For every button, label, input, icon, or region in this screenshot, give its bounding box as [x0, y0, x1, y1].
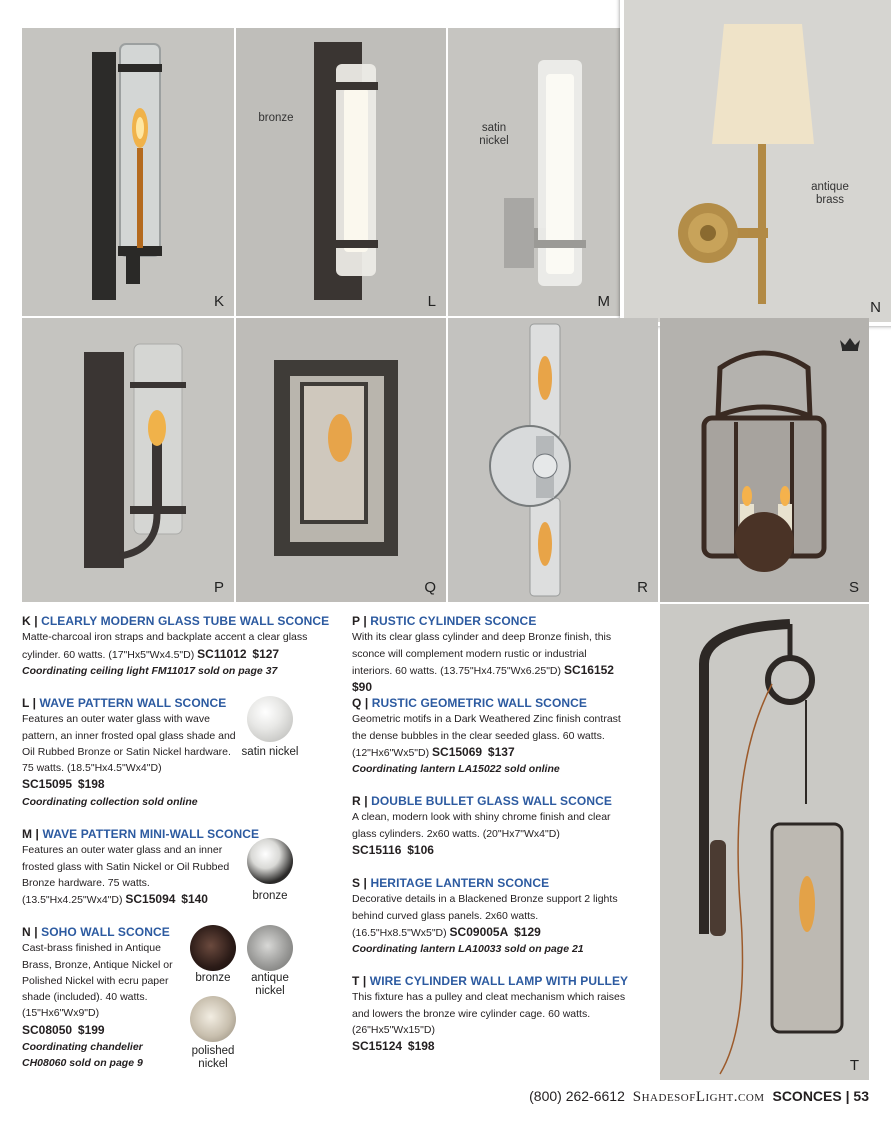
product-letter: S: [352, 876, 361, 890]
photo-letter-r: R: [637, 579, 648, 596]
photo-letter-m: M: [597, 293, 610, 310]
product-sku: SC08050: [22, 1022, 73, 1037]
product-block-t: T | WIRE CYLINDER WALL LAMP WITH PULLEY This fixture has a pulley and cleat mechanism which raises and lowers the bronze wire cylinder cage. 60 watts. (26"Hx5"Wx15"D) SC15124 $198: [352, 973, 632, 1055]
product-name: RUSTIC CYLINDER SCONCE: [370, 614, 537, 628]
product-letter: R: [352, 794, 361, 808]
product-desc: With its clear glass cylinder and deep Bronze finish, this sconce will complement modern rustic or industrial interiors. 60 watts. (13.75"Hx4.75"Wx6.25"D): [352, 631, 612, 677]
photo-r: [448, 318, 658, 602]
photo-letter-n: N: [870, 299, 881, 316]
footer-section: SCONCES: [772, 1088, 842, 1104]
product-letter: M: [22, 827, 33, 841]
product-name: DOUBLE BULLET GLASS WALL SCONCE: [371, 794, 612, 808]
product-price: $140: [181, 892, 208, 907]
product-desc: Features an outer water glass and an inner frosted glass with Satin Nickel or Oil Rubbed Bronze hardware. 75 watts. (13.5"Hx4.25"Wx4"D): [22, 844, 230, 907]
product-name: WAVE PATTERN MINI-WALL SCONCE: [42, 827, 260, 841]
product-name: WIRE CYLINDER WALL LAMP WITH PULLEY: [369, 974, 629, 988]
photo-q: [236, 318, 446, 602]
sconce-l-image: [236, 28, 446, 316]
photo-l: [236, 28, 446, 316]
product-price: $90: [352, 680, 373, 695]
product-desc: Decorative details in a Blackened Bronze support 2 lights behind curved glass panels. 2x60 watts. (16.5"Hx8.5"Wx5"D): [352, 893, 618, 939]
swatch-polished-nickel-n: [190, 996, 236, 1042]
footer-phone: (800) 262-6612: [529, 1088, 625, 1104]
sconce-m-image: [448, 28, 620, 316]
sconce-q-image: [236, 318, 446, 602]
swatch-antique-nickel-n: [247, 925, 293, 971]
product-letter: L: [22, 696, 30, 710]
photo-letter-p: P: [213, 579, 224, 596]
product-name: SOHO WALL SCONCE: [41, 925, 170, 939]
product-desc: Cast-brass finished in Antique Brass, Bronze, Antique Nickel or Polished Nickel with ecru paper shade (included). 40 watts. (15"Hx6"Wx9"D): [22, 942, 173, 1020]
photo-k: [22, 28, 234, 316]
product-sku: SC16152: [563, 662, 614, 677]
page-footer: [0, 1088, 869, 1106]
product-coord: Coordinating lantern LA10033 sold on page 21: [352, 943, 584, 956]
photo-letter-t: T: [849, 1057, 859, 1074]
photo-m: [448, 28, 620, 316]
product-price: $199: [77, 1022, 105, 1037]
product-sku: SC09005A: [449, 924, 509, 939]
product-coord: Coordinating collection sold online: [22, 795, 198, 808]
sconce-p-image: [22, 318, 234, 602]
product-coord: Coordinating chandelier CH08060 sold on page 9: [22, 1041, 143, 1070]
product-coord: Coordinating ceiling light FM11017 sold on page 37: [22, 664, 278, 677]
product-sku: SC11012: [197, 646, 247, 661]
product-price: $127: [252, 646, 280, 661]
footer-page-number: 53: [853, 1088, 869, 1104]
product-block-p: P | RUSTIC CYLINDER SCONCE With its clear glass cylinder and deep Bronze finish, this sconce will complement modern rustic or industrial interiors. 60 watts. (13.75"Hx4.75"Wx6.25"D) SC16152 $90: [352, 614, 614, 695]
caption-bronze: bronze: [258, 112, 294, 124]
product-sku: SC15094: [125, 892, 176, 907]
product-letter: Q: [352, 696, 362, 710]
swatch-bronze-m: [247, 838, 293, 884]
photo-t: [660, 604, 869, 1080]
product-sku: SC15095: [22, 777, 73, 792]
product-desc: This fixture has a pulley and cleat mechanism which raises and lowers the bronze wire cylinder cage. 60 watts. (26"Hx5"Wx15"D): [352, 991, 626, 1036]
swatch-label-bronze-m: bronze: [252, 890, 288, 902]
product-price: $198: [77, 777, 105, 792]
photo-letter-k: K: [213, 293, 224, 310]
product-block-l: L | WAVE PATTERN WALL SCONCE Features an outer water glass with wave pattern, an inner frosted opal glass shade and Oil Rubbed Bronze or Satin Nickel hardware. 75 watts. (18.5"Hx4.5"Wx4"D) SC15095 $198 Coordinating collection sold online: [22, 695, 236, 810]
photo-s: [660, 318, 869, 602]
photo-letter-l: L: [427, 293, 436, 310]
product-name: CLEARLY MODERN GLASS TUBE WALL SCONCE: [41, 614, 330, 628]
product-letter: N: [22, 925, 31, 939]
footer-site: ShadesofLight.com: [632, 1089, 765, 1105]
product-block-s: S | HERITAGE LANTERN SCONCE Decorative details in a Blackened Bronze support 2 lights behind curved glass panels. 2x60 watts. (16.5"Hx8.5"Wx5"D) SC09005A $129 Coordinating lantern LA10033 sold on page 21: [352, 875, 624, 957]
sconce-n-image: [624, 0, 891, 322]
photo-letter-s: S: [848, 579, 859, 596]
product-sku: SC15124: [352, 1039, 403, 1054]
swatch-label-bronze-n: bronze: [195, 972, 231, 984]
swatch-satin-nickel-l: [247, 696, 293, 742]
product-block-r: R | DOUBLE BULLET GLASS WALL SCONCE A clean, modern look with shiny chrome finish and clear glass cylinders. 2x60 watts. (20"Hx7"Wx4"D) SC15116 $106: [352, 793, 624, 859]
caption-antique-brass: antique brass: [811, 181, 849, 206]
swatch-label-polished-nickel: polished nickel: [191, 1045, 235, 1070]
product-price: $137: [487, 744, 515, 759]
footer-separator: |: [845, 1088, 850, 1104]
sconce-s-image: [660, 318, 869, 602]
swatch-bronze-n: [190, 925, 236, 971]
product-coord: Coordinating lantern LA15022 sold online: [352, 763, 560, 776]
sconce-r-image: [448, 318, 658, 602]
product-name: RUSTIC GEOMETRIC WALL SCONCE: [371, 696, 588, 710]
product-letter: P: [352, 614, 360, 628]
photo-n: [620, 0, 891, 326]
product-desc: Matte-charcoal iron straps and backplate accent a clear glass cylinder. 60 watts. (17"Hx5"Wx4.5"D): [22, 631, 308, 661]
sconce-k-image: [22, 28, 234, 316]
product-desc: Features an outer water glass with wave pattern, an inner frosted opal glass shade and Oil Rubbed Bronze or Satin Nickel hardware. 75 watts. (18.5"Hx4.5"Wx4"D): [22, 713, 236, 775]
product-letter: K: [22, 614, 31, 628]
product-block-m: M | WAVE PATTERN MINI-WALL SCONCE Features an outer water glass and an inner frosted glass with Satin Nickel or Oil Rubbed Bronze hardware. 75 watts. (13.5"Hx4.25"Wx4"D) SC15094 $140: [22, 827, 260, 907]
product-price: $198: [407, 1039, 435, 1054]
product-name: HERITAGE LANTERN SCONCE: [370, 876, 550, 890]
product-sku: SC15069: [432, 744, 483, 759]
product-price: $106: [407, 842, 434, 857]
caption-satin-nickel: satin nickel: [479, 122, 509, 147]
crown-icon: [838, 336, 862, 352]
photo-p: [22, 318, 234, 602]
product-letter: T: [352, 974, 360, 988]
product-price: $129: [514, 924, 541, 939]
product-name: WAVE PATTERN WALL SCONCE: [39, 696, 227, 710]
swatch-label-satin-nickel: satin nickel: [241, 746, 299, 758]
product-sku: SC15116: [352, 842, 402, 857]
product-desc: A clean, modern look with shiny chrome finish and clear glass cylinders. 2x60 watts. (20"Hx7"Wx4"D): [352, 811, 611, 840]
product-block-k: K | CLEARLY MODERN GLASS TUBE WALL SCONCE Matte-charcoal iron straps and backplate accent a clear glass cylinder. 60 watts. (17"Hx5"Wx4.5"D) SC11012 $127 Coordinating ceiling light FM11017 sold on page 37: [22, 613, 312, 679]
swatch-label-antique-nickel: antique nickel: [251, 972, 289, 997]
product-desc: Geometric motifs in a Dark Weathered Zinc finish contrast the dense bubbles in the clear seeded glass. 60 watts. (12"Hx6"Wx5"D): [352, 713, 621, 759]
photo-letter-q: Q: [424, 579, 436, 596]
sconce-t-image: [660, 604, 869, 1080]
product-block-q: Q | RUSTIC GEOMETRIC WALL SCONCE Geometric motifs in a Dark Weathered Zinc finish contrast the dense bubbles in the clear seeded glass. 60 watts. (12"Hx6"Wx5"D) SC15069 $137 Coordinating lantern LA15022 sold online: [352, 695, 632, 777]
product-block-n: N | SOHO WALL SCONCE Cast-brass finished in Antique Brass, Bronze, Antique Nickel or Polished Nickel with ecru paper shade (included). 40 watts. (15"Hx6"Wx9"D) SC08050 $199 Coordinating chandelier CH08060 sold on page 9: [22, 924, 186, 1072]
